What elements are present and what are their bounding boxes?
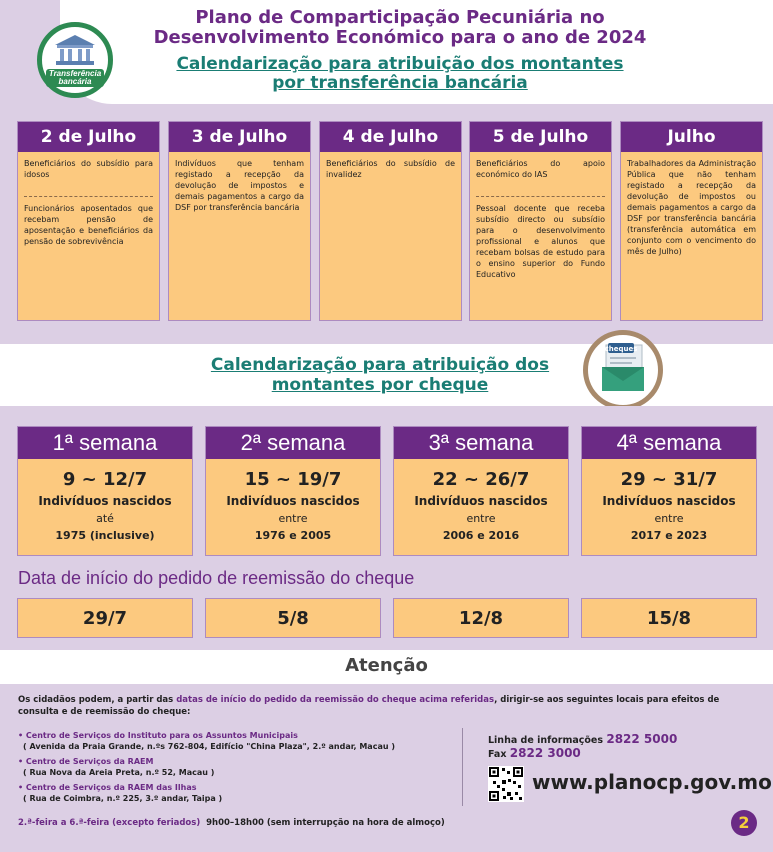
svg-text:cheques: cheques (604, 345, 638, 353)
cheque-logo (583, 330, 663, 410)
attention-title: Atenção (345, 655, 428, 676)
qr-code-icon (488, 766, 524, 802)
bank-card-group2: Pessoal docente que receba subsídio directo ou subsídio para o desenvolvimento profissional e alunos que recebam bolsas de estudo para o ensino superior do Fundo Educativo (476, 204, 605, 279)
week-dates: 15 ~ 19/7 (244, 469, 342, 490)
week-label: 3ª semana (394, 427, 568, 459)
week-line2: até (96, 512, 114, 525)
week-line3: 2017 e 2023 (630, 529, 708, 542)
week-card (393, 426, 569, 556)
info-phone[interactable]: 2822 5000 (606, 732, 678, 746)
location-item: • Centro de Serviços da RAEM das Ilhas ( Rua de Coimbra, n.º 225, 3.º andar, Taipa ) (18, 783, 223, 803)
bank-building-icon (53, 33, 97, 67)
bank-card (469, 121, 612, 321)
week-label: 4ª semana (582, 427, 756, 459)
location-item: • Centro de Serviços da RAEM ( Rua Nova da Areia Preta, n.º 52, Macau ) (18, 757, 215, 777)
bank-card-group1: Beneficiários do subsídio para idosos (24, 159, 153, 179)
reemission-title: Data de início do pedido de reemissão do cheque (18, 568, 415, 588)
bank-transfer-logo (37, 22, 113, 98)
cheque-envelope-icon (588, 335, 658, 405)
reemission-date: 29/7 (17, 598, 193, 638)
bank-transfer-subtitle: Calendarização para atribuição dos montantes por transferência bancária (176, 54, 624, 93)
week-line1: Indivíduos nascidos (414, 494, 548, 508)
bank-card-date: 2 de Julho (18, 122, 159, 152)
week-line1: Indivíduos nascidos (602, 494, 736, 508)
reemission-date: 12/8 (393, 598, 569, 638)
bank-card (168, 121, 311, 321)
page-title: Plano de Comparticipação Pecuniária no Desenvolvimento Económico para o ano de 2024 (153, 7, 647, 48)
bank-card-date: 3 de Julho (169, 122, 310, 152)
week-line3: 2006 e 2016 (442, 529, 520, 542)
location-item: • Centro de Serviços do Instituto para os Assuntos Municipais ( Avenida da Praia Grande, n.ºs 762-804, Edifício "China Plaza", 2.º andar, Macau ) (18, 731, 395, 751)
week-label: 1ª semana (18, 427, 192, 459)
week-line1: Indivíduos nascidos (38, 494, 172, 508)
bank-card-group1: Beneficiários do apoio económico do IAS (476, 159, 605, 179)
week-line3: 1975 (inclusive) (55, 529, 155, 542)
bank-card-date: 5 de Julho (470, 122, 611, 152)
fax-line: Fax 2822 3000 (488, 746, 581, 760)
bank-card-group2: Funcionários aposentados que recebam pensão de aposentação e beneficiários da pensão de sobrevivência (24, 204, 153, 246)
week-dates: 22 ~ 26/7 (432, 469, 530, 490)
fax-number: 2822 3000 (509, 746, 581, 760)
logo-label: Transferência bancária (46, 69, 104, 87)
bank-card-date: Julho (621, 122, 762, 152)
week-dates: 29 ~ 31/7 (620, 469, 718, 490)
info-line: Linha de informações 2822 5000 (488, 732, 678, 746)
bank-card (319, 121, 462, 321)
reemission-date: 5/8 (205, 598, 381, 638)
week-dates: 9 ~ 12/7 (62, 469, 148, 490)
week-line2: entre (278, 512, 308, 525)
week-card (581, 426, 757, 556)
week-line2: entre (654, 512, 684, 525)
reemission-date: 15/8 (581, 598, 757, 638)
bank-card-date: 4 de Julho (320, 122, 461, 152)
attention-intro: Os cidadãos podem, a partir das datas de início do pedido da reemissão do cheque acima referidas, dirigir-se aos seguintes locais para efeitos de consulta e de reemissão do cheque: (18, 695, 720, 717)
cheque-title: Calendarização para atribuição dos montantes por cheque (210, 355, 550, 395)
website-link[interactable]: www.planocp.gov.mo (532, 770, 772, 794)
opening-hours: 2.ª-feira a 6.ª-feira (excepto feriados) 9h00–18h00 (sem interrupção na hora de almoço) (18, 818, 445, 828)
week-line1: Indivíduos nascidos (226, 494, 360, 508)
week-line2: entre (466, 512, 496, 525)
page-number: 2 (731, 810, 757, 836)
bank-card-group1: Beneficiários do subsídio de invalidez (326, 159, 455, 179)
week-card (205, 426, 381, 556)
bank-card-group1: Trabalhadores da Administração Pública que não tenham registado a recepção da devolução de impostos ou demais pagamentos a cargo da DSF por transferência bancária (transferência automática em conjunto com o vencimento do mês de Julho) (627, 159, 756, 256)
bank-card-group1: Indivíduos que tenham registado a recepção da devolução de impostos e demais pagamentos a cargo da DSF por transferência bancária (175, 159, 304, 212)
week-card (17, 426, 193, 556)
divider (462, 728, 463, 806)
bank-card (620, 121, 763, 321)
bank-card (17, 121, 160, 321)
week-line3: 1976 e 2005 (254, 529, 332, 542)
week-label: 2ª semana (206, 427, 380, 459)
